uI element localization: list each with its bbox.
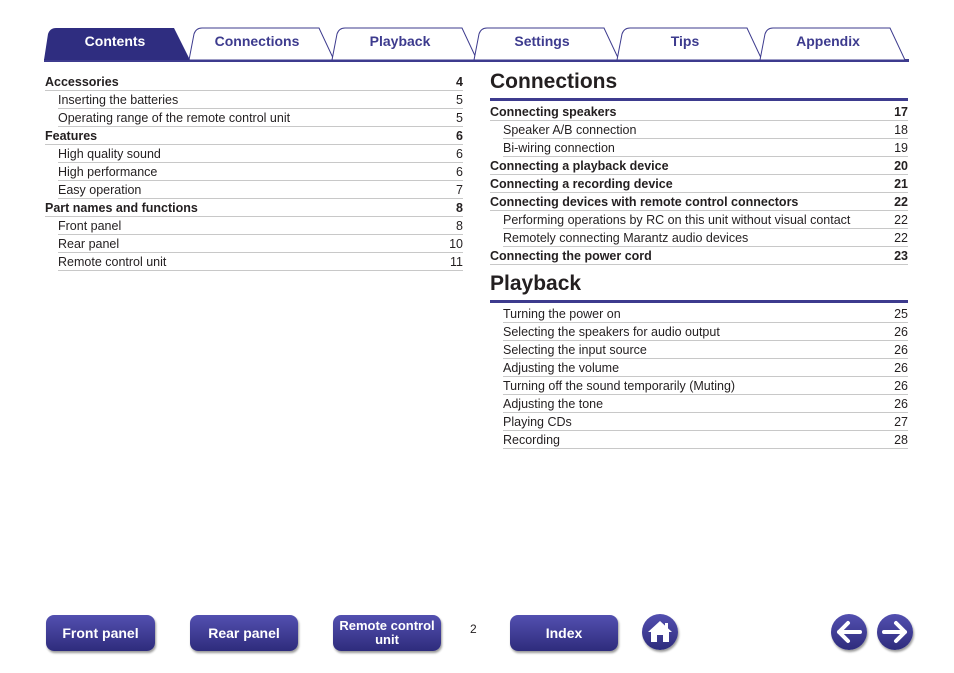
toc-entry[interactable] <box>58 163 463 181</box>
toc-entry-title: Speaker A/B connection <box>503 123 637 137</box>
toc-entry-page: 22 <box>894 195 908 209</box>
index-label: Index <box>545 625 583 641</box>
toc-entry[interactable] <box>503 431 908 449</box>
toc-entry-title: Remote control unit <box>58 255 167 269</box>
toc-entry-page: 18 <box>894 123 908 137</box>
arrow-left-icon <box>831 614 867 650</box>
page-number: 2 <box>470 622 477 636</box>
toc-entry-page: 22 <box>894 231 908 245</box>
toc-entry-title: Accessories <box>45 75 119 89</box>
toc-entry-page: 10 <box>449 237 463 251</box>
toc-entry-page: 5 <box>456 111 463 125</box>
toc-entry[interactable] <box>58 217 463 235</box>
toc-entry-title: Connecting the power cord <box>490 249 652 263</box>
toc-entry-title: Playing CDs <box>503 415 572 429</box>
toc-entry-title: Front panel <box>58 219 122 233</box>
back-button[interactable] <box>831 614 867 650</box>
toc-entry-page: 19 <box>894 141 908 155</box>
toc-entry-page: 26 <box>894 343 908 357</box>
toc-entry-page: 5 <box>456 93 463 107</box>
toc-entry-page: 4 <box>456 75 463 89</box>
remote-control-unit-button[interactable] <box>333 615 441 651</box>
rear-panel-label: Rear panel <box>208 625 280 641</box>
toc-entry-title: Selecting the input source <box>503 343 647 357</box>
toc-entry-page: 11 <box>450 255 463 269</box>
toc-entry-page: 26 <box>894 361 908 375</box>
toc-entry-title: Connecting speakers <box>490 105 617 119</box>
toc-entry-title: Bi-wiring connection <box>503 141 615 155</box>
tab-settings[interactable]: Settings <box>514 33 570 49</box>
tab-contents[interactable]: Contents <box>84 33 146 49</box>
toc-entry[interactable] <box>58 91 463 109</box>
toc-entry[interactable] <box>503 341 908 359</box>
toc-entry-page: 8 <box>456 201 463 215</box>
toc-entry[interactable] <box>503 413 908 431</box>
toc-entry[interactable] <box>503 395 908 413</box>
remote-label-line2: unit <box>375 632 399 647</box>
rear-panel-button[interactable] <box>190 615 298 651</box>
toc-entry-page: 26 <box>894 379 908 393</box>
toc-entry-page: 27 <box>894 415 908 429</box>
home-button[interactable] <box>642 614 678 650</box>
toc-entry-title: Performing operations by RC on this unit without visual contact <box>503 213 851 227</box>
toc-entry-title: Connecting devices with remote control connectors <box>490 195 799 209</box>
toc-entry[interactable] <box>490 247 908 265</box>
toc-entry[interactable] <box>503 121 908 139</box>
toc-entry-title: Remotely connecting Marantz audio devices <box>503 231 749 245</box>
toc-entry-page: 6 <box>456 129 463 143</box>
front-panel-button[interactable] <box>46 615 155 651</box>
forward-button[interactable] <box>877 614 913 650</box>
toc-entry-title: Connecting a recording device <box>490 177 673 191</box>
toc-entry-page: 6 <box>456 165 463 179</box>
toc-entry[interactable] <box>45 127 463 145</box>
toc-entry-title: Recording <box>503 433 560 447</box>
toc-entry-title: High quality sound <box>58 147 161 161</box>
toc-entry[interactable] <box>58 181 463 199</box>
toc-entry-title: Features <box>45 129 98 143</box>
toc-entry[interactable] <box>490 157 908 175</box>
toc-entry-title: Selecting the speakers for audio output <box>503 325 720 339</box>
contents-list <box>45 73 463 271</box>
tab-tips[interactable]: Tips <box>670 33 700 49</box>
toc-entry-page: 26 <box>894 397 908 411</box>
toc-entry-page: 23 <box>894 249 908 263</box>
toc-entry-title: Adjusting the volume <box>503 361 620 375</box>
toc-entry[interactable] <box>490 103 908 121</box>
playback-list <box>490 305 908 449</box>
toc-entry-page: 25 <box>894 307 908 321</box>
toc-entry[interactable] <box>503 323 908 341</box>
toc-entry[interactable] <box>503 211 908 229</box>
toc-entry-page: 17 <box>894 105 908 119</box>
toc-entry[interactable] <box>490 193 908 211</box>
toc-entry[interactable] <box>58 235 463 253</box>
index-button[interactable] <box>510 615 618 651</box>
toc-entry-title: Turning the power on <box>503 307 621 321</box>
toc-entry-page: 26 <box>894 325 908 339</box>
tab-appendix[interactable]: Appendix <box>796 33 860 49</box>
toc-entry[interactable] <box>503 359 908 377</box>
front-panel-label: Front panel <box>62 625 139 641</box>
toc-entry-title: Easy operation <box>58 183 142 197</box>
toc-entry-title: Connecting a playback device <box>490 159 669 173</box>
toc-entry-title: High performance <box>58 165 158 179</box>
toc-entry[interactable] <box>503 305 908 323</box>
toc-entry-page: 7 <box>456 183 463 197</box>
toc-entry[interactable] <box>503 139 908 157</box>
toc-entry-page: 28 <box>894 433 908 447</box>
toc-entry-page: 22 <box>894 213 908 227</box>
section-rule <box>490 300 908 303</box>
toc-entry[interactable] <box>45 199 463 217</box>
toc-entry[interactable] <box>503 377 908 395</box>
toc-entry-page: 8 <box>456 219 463 233</box>
toc-entry-title: Part names and functions <box>45 201 198 215</box>
tab-connections[interactable]: Connections <box>214 33 300 49</box>
tab-bar <box>44 26 909 62</box>
connections-list <box>490 103 908 265</box>
section-title-connections: Connections <box>490 70 618 93</box>
toc-entry[interactable] <box>58 253 463 271</box>
toc-entry-title: Adjusting the tone <box>503 397 604 411</box>
toc-entry-title: Inserting the batteries <box>58 93 179 107</box>
toc-entry-title: Turning off the sound temporarily (Muting) <box>503 379 736 393</box>
toc-entry[interactable] <box>58 109 463 127</box>
section-title-playback: Playback <box>490 272 582 295</box>
toc-entry[interactable] <box>490 175 908 193</box>
toc-entry[interactable] <box>503 229 908 247</box>
section-rule <box>490 98 908 101</box>
toc-entry[interactable] <box>45 73 463 91</box>
toc-entry-page: 20 <box>894 159 908 173</box>
toc-entry-title: Operating range of the remote control unit <box>58 111 291 125</box>
toc-entry-page: 21 <box>894 177 908 191</box>
toc-entry[interactable] <box>58 145 463 163</box>
remote-label-line1: Remote control <box>339 618 435 633</box>
arrow-right-icon <box>877 614 913 650</box>
tab-playback[interactable]: Playback <box>369 33 431 49</box>
toc-entry-title: Rear panel <box>58 237 120 251</box>
toc-entry-page: 6 <box>456 147 463 161</box>
home-icon <box>642 614 678 650</box>
